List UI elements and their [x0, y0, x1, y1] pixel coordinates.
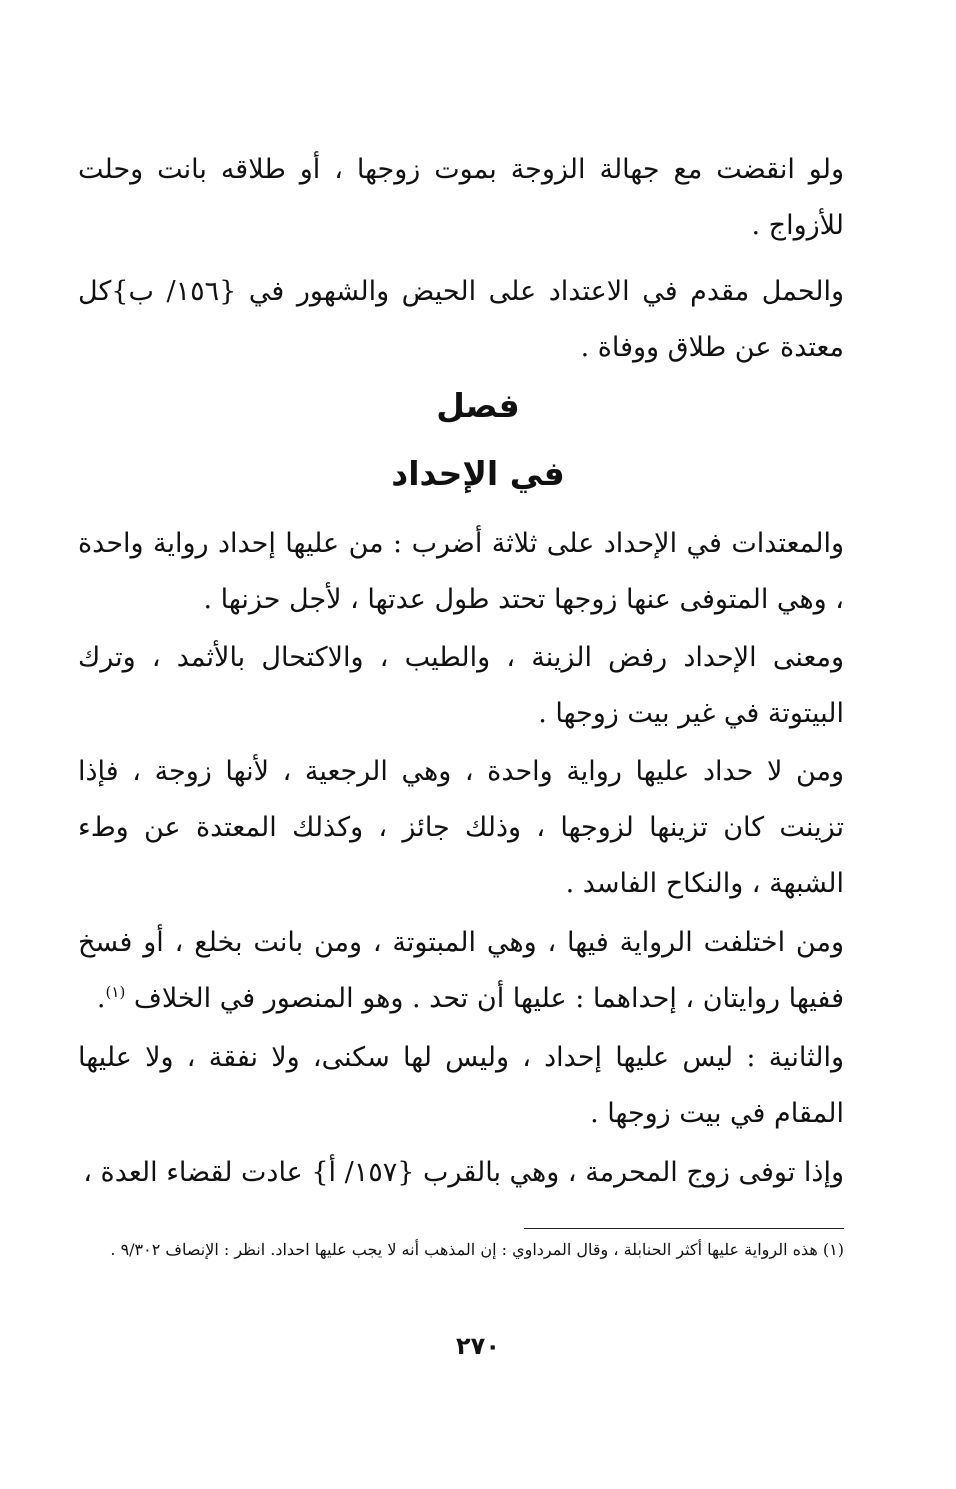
paragraph-4: ومعنى الإحداد رفض الزينة ، والطيب ، والاكتحال بالأثمد ، وترك البيتوتة في غير بيت زوجها . — [78, 642, 844, 729]
paragraph-6-end: . — [96, 983, 106, 1014]
footnote-separator — [524, 1228, 844, 1229]
paragraph-6-text: ومن اختلفت الرواية فيها ، وهي المبتوتة ، ومن بانت بخلع ، أو فسخ ففيها روايتان ، إحداهما : عليها أن تحد . وهو المنصور في الخلاف — [78, 927, 844, 1014]
paragraph-3: والمعتدات في الإحداد على ثلاثة أضرب : من عليها إحداد رواية واحدة ، وهي المتوفى عنها زوجها تحتد طول عدتها ، لأجل حزنها . — [78, 528, 844, 615]
topic-heading: في الإحداد — [391, 454, 565, 493]
footnote-reference: (١) — [105, 983, 126, 1001]
paragraph-1: ولو انقضت مع جهالة الزوجة بموت زوجها ، أو طلاقه بانت وحلت للأزواج . — [78, 154, 844, 241]
paragraph-2: والحمل مقدم في الاعتداد على الحيض والشهور في {١٥٦/ ب}كل معتدة عن طلاق ووفاة . — [78, 276, 845, 363]
section-heading: فصل — [436, 386, 520, 425]
paragraph-5: ومن لا حداد عليها رواية واحدة ، وهي الرجعية ، لأنها زوجة ، فإذا تزينت كان تزينها لزوجها ، وذلك جائز ، وكذلك المعتدة عن وطء الشبهة ، والنكاح الفاسد . — [78, 756, 844, 899]
paragraph-6 — [78, 915, 844, 1027]
paragraph-7: والثانية : ليس عليها إحداد ، وليس لها سكنى، ولا نفقة ، ولا عليها المقام في بيت زوجها . — [78, 1042, 844, 1129]
footnote: (١) هذه الرواية عليها أكثر الحنابلة ، وقال المرداوي : إن المذهب أنه لا يجب عليها احداد. انظر : الإنصاف ٩/٣٠٢ . — [110, 1240, 844, 1259]
paragraph-8: وإذا توفى زوج المحرمة ، وهي بالقرب {١٥٧/ أ} عادت لقضاء العدة ، — [83, 1157, 844, 1188]
page-number: ٢٧٠ — [456, 1332, 500, 1360]
